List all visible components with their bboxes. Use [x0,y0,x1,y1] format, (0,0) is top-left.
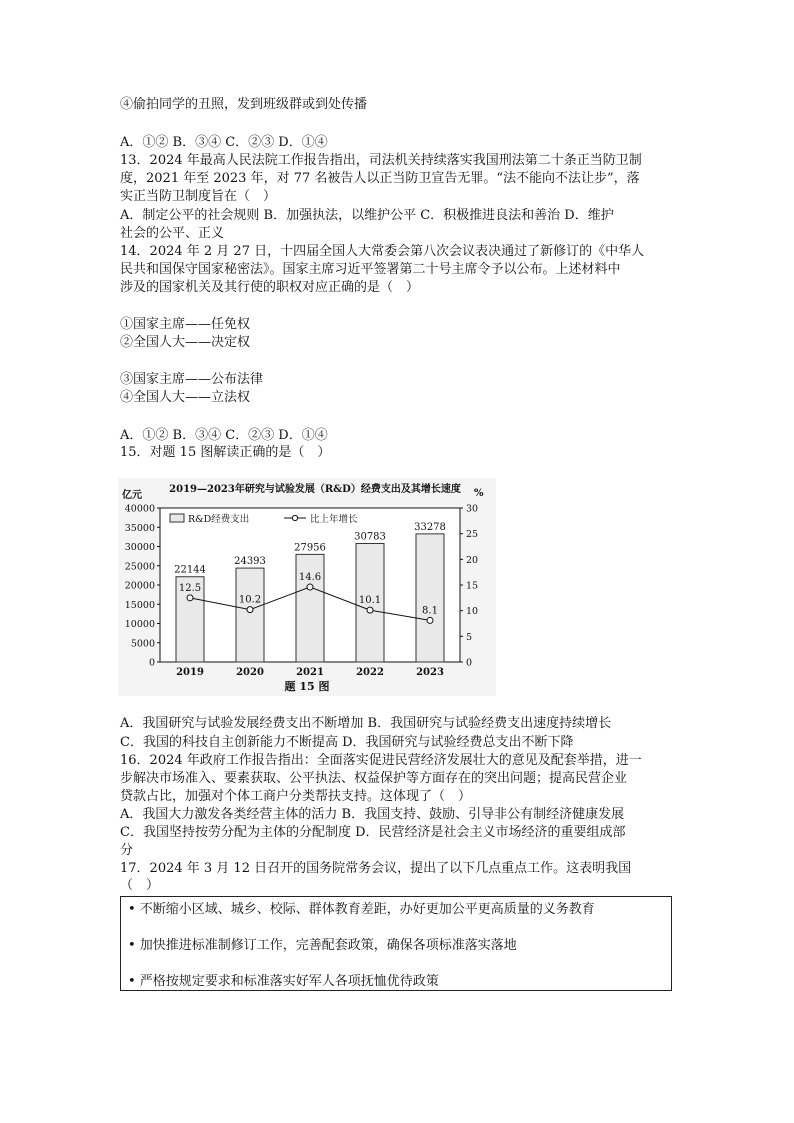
left-tick-label: 25000 [124,561,155,573]
left-tick-label: 10000 [124,619,155,630]
q17-stem-2: （ ） [120,878,160,893]
q14-choices: A．①② B．③④ C．②③ D．①④ [120,428,328,443]
figure-caption: 题 15 图 [284,680,330,693]
growth-value-label: 14.6 [298,572,322,584]
q17-stem-1: 17．2024 年 3 月 12 日召开的国务院常务会议，提出了以下几点重点工作。这表明我国 [120,861,632,876]
left-tick-label: 15000 [124,599,155,611]
chart-svg [118,478,496,696]
q16-choices-2: C．我国坚持按劳分配为主体的分配制度 D．民营经济是社会主义市场经济的重要组成部 [120,825,626,840]
growth-value-label: 10.2 [238,594,262,606]
q15-choices-2: C．我国的科技自主创新能力不断提高 D．我国研究与试验经费总支出不断下降 [120,735,574,750]
q14-option-2: ②全国人大——决定权 [120,335,251,350]
left-tick-label: 40000 [124,503,155,515]
q13-stem-3: 实正当防卫制度旨在（ ） [120,189,277,204]
bar-value-label: 22144 [174,564,206,576]
bar-2021 [296,554,324,662]
q13-stem-2: 度，2021 年至 2023 年，对 77 名被告人以正当防卫宣告无罪。“法不能向不法让步”，落 [120,171,640,186]
chart-title: 2019—2023年研究与试验发展（R&D）经费支出及其增长速度 [169,484,461,495]
q16-choices-1: A．我国大力激发各类经营主体的活力 B．我国支持、鼓励、引导非公有制经济健康发展 [120,807,625,822]
left-axis-unit: 亿元 [122,490,142,501]
left-tick-label: 20000 [124,580,155,592]
q17-material-box [120,896,672,991]
q13-choices-1: A．制定公平的社会规则 B．加强执法，以维护公平 C．积极推进良法和善治 D．维护 [120,208,614,223]
legend-bar-swatch [170,514,184,522]
x-tick-label: 2023 [416,667,444,678]
q16-choices-3: 分 [120,843,134,858]
legend-line-label: 比上年增长 [310,514,358,525]
q14-option-4: ④全国人大——立法权 [120,390,251,405]
x-tick-label: 2021 [296,667,324,678]
bar-value-label: 30783 [354,531,386,543]
growth-point-2020 [247,607,253,613]
q14-stem-1: 14．2024 年 2 月 27 日，十四届全国人大常委会第八次会议表决通过了新修订的《中华人 [120,244,645,259]
growth-value-label: 12.5 [178,582,202,594]
left-tick-label: 35000 [124,522,155,534]
q16-stem-2: 步解决市场准入、要素获取、公平执法、权益保护等方面存在的突出问题；提高民营企业 [120,771,628,786]
q16-stem-1: 16．2024 年政府工作报告指出：全面落实促进民营经济发展壮大的意见及配套举措，进一 [120,753,642,768]
x-tick-label: 2020 [236,667,264,678]
right-tick-label: 5 [466,631,473,643]
growth-point-2022 [367,607,373,613]
x-tick-label: 2019 [176,667,204,678]
q13-choices-2: 社会的公平、正义 [120,226,225,241]
right-axis-unit: % [474,488,484,499]
box-item: • 不断缩小区域、城乡、校际、群体教育差距，办好更加公平更高质量的义务教育 [128,902,595,917]
q12-choices: A．①② B．③④ C．②③ D．①④ [120,135,328,150]
legend-bar-label: R&D经费支出 [188,514,250,525]
growth-point-2021 [307,584,313,590]
q13-stem-1: 13．2024 年最高人民法院工作报告指出，司法机关持续落实我国刑法第二十条正当防卫制 [120,153,642,168]
growth-value-label: 10.1 [358,595,382,607]
q14-stem-2: 民共和国保守国家秘密法》。国家主席习近平签署第二十号主席令予以公布。上述材料中 [120,262,621,277]
bar-value-label: 27956 [294,542,326,554]
right-tick-label: 0 [466,657,473,669]
box-item: • 加快推进标准制修订工作，完善配套政策，确保各项标准落实落地 [128,938,517,953]
right-tick-label: 15 [466,580,479,592]
growth-point-2019 [187,595,193,601]
right-tick-label: 30 [466,503,479,515]
q14-option-1: ①国家主席——任免权 [120,317,251,332]
bar-value-label: 33278 [414,521,446,533]
q15-stem: 15．对题 15 图解读正确的是（ ） [120,445,331,460]
left-tick-label: 30000 [124,542,155,553]
figure-15-chart [118,478,496,696]
x-tick-label: 2022 [356,667,384,678]
q12-option-4: ④偷拍同学的丑照，发到班级群或到处传播 [120,97,368,112]
bar-value-label: 24393 [234,556,266,568]
left-tick-label: 5000 [130,638,155,650]
left-tick-label: 0 [148,657,155,669]
bar-2023 [416,534,444,662]
legend-line-marker [292,515,297,520]
bar-2020 [236,568,264,662]
q14-stem-3: 涉及的国家机关及其行使的职权对应正确的是（ ） [120,280,420,295]
right-tick-label: 10 [466,606,479,618]
growth-value-label: 8.1 [422,605,438,617]
right-tick-label: 20 [466,554,479,566]
q14-option-3: ③国家主席——公布法律 [120,372,264,387]
q16-stem-3: 贷款占比，加强对个体工商户分类帮扶支持。这体现了（ ） [120,789,472,804]
right-tick-label: 25 [466,529,479,541]
q15-choices-1: A．我国研究与试验发展经费支出不断增加 B．我国研究与试验经费支出速度持续增长 [120,716,612,731]
growth-point-2023 [427,617,433,623]
box-item: • 严格按规定要求和标准落实好军人各项抚恤优待政策 [128,974,439,989]
